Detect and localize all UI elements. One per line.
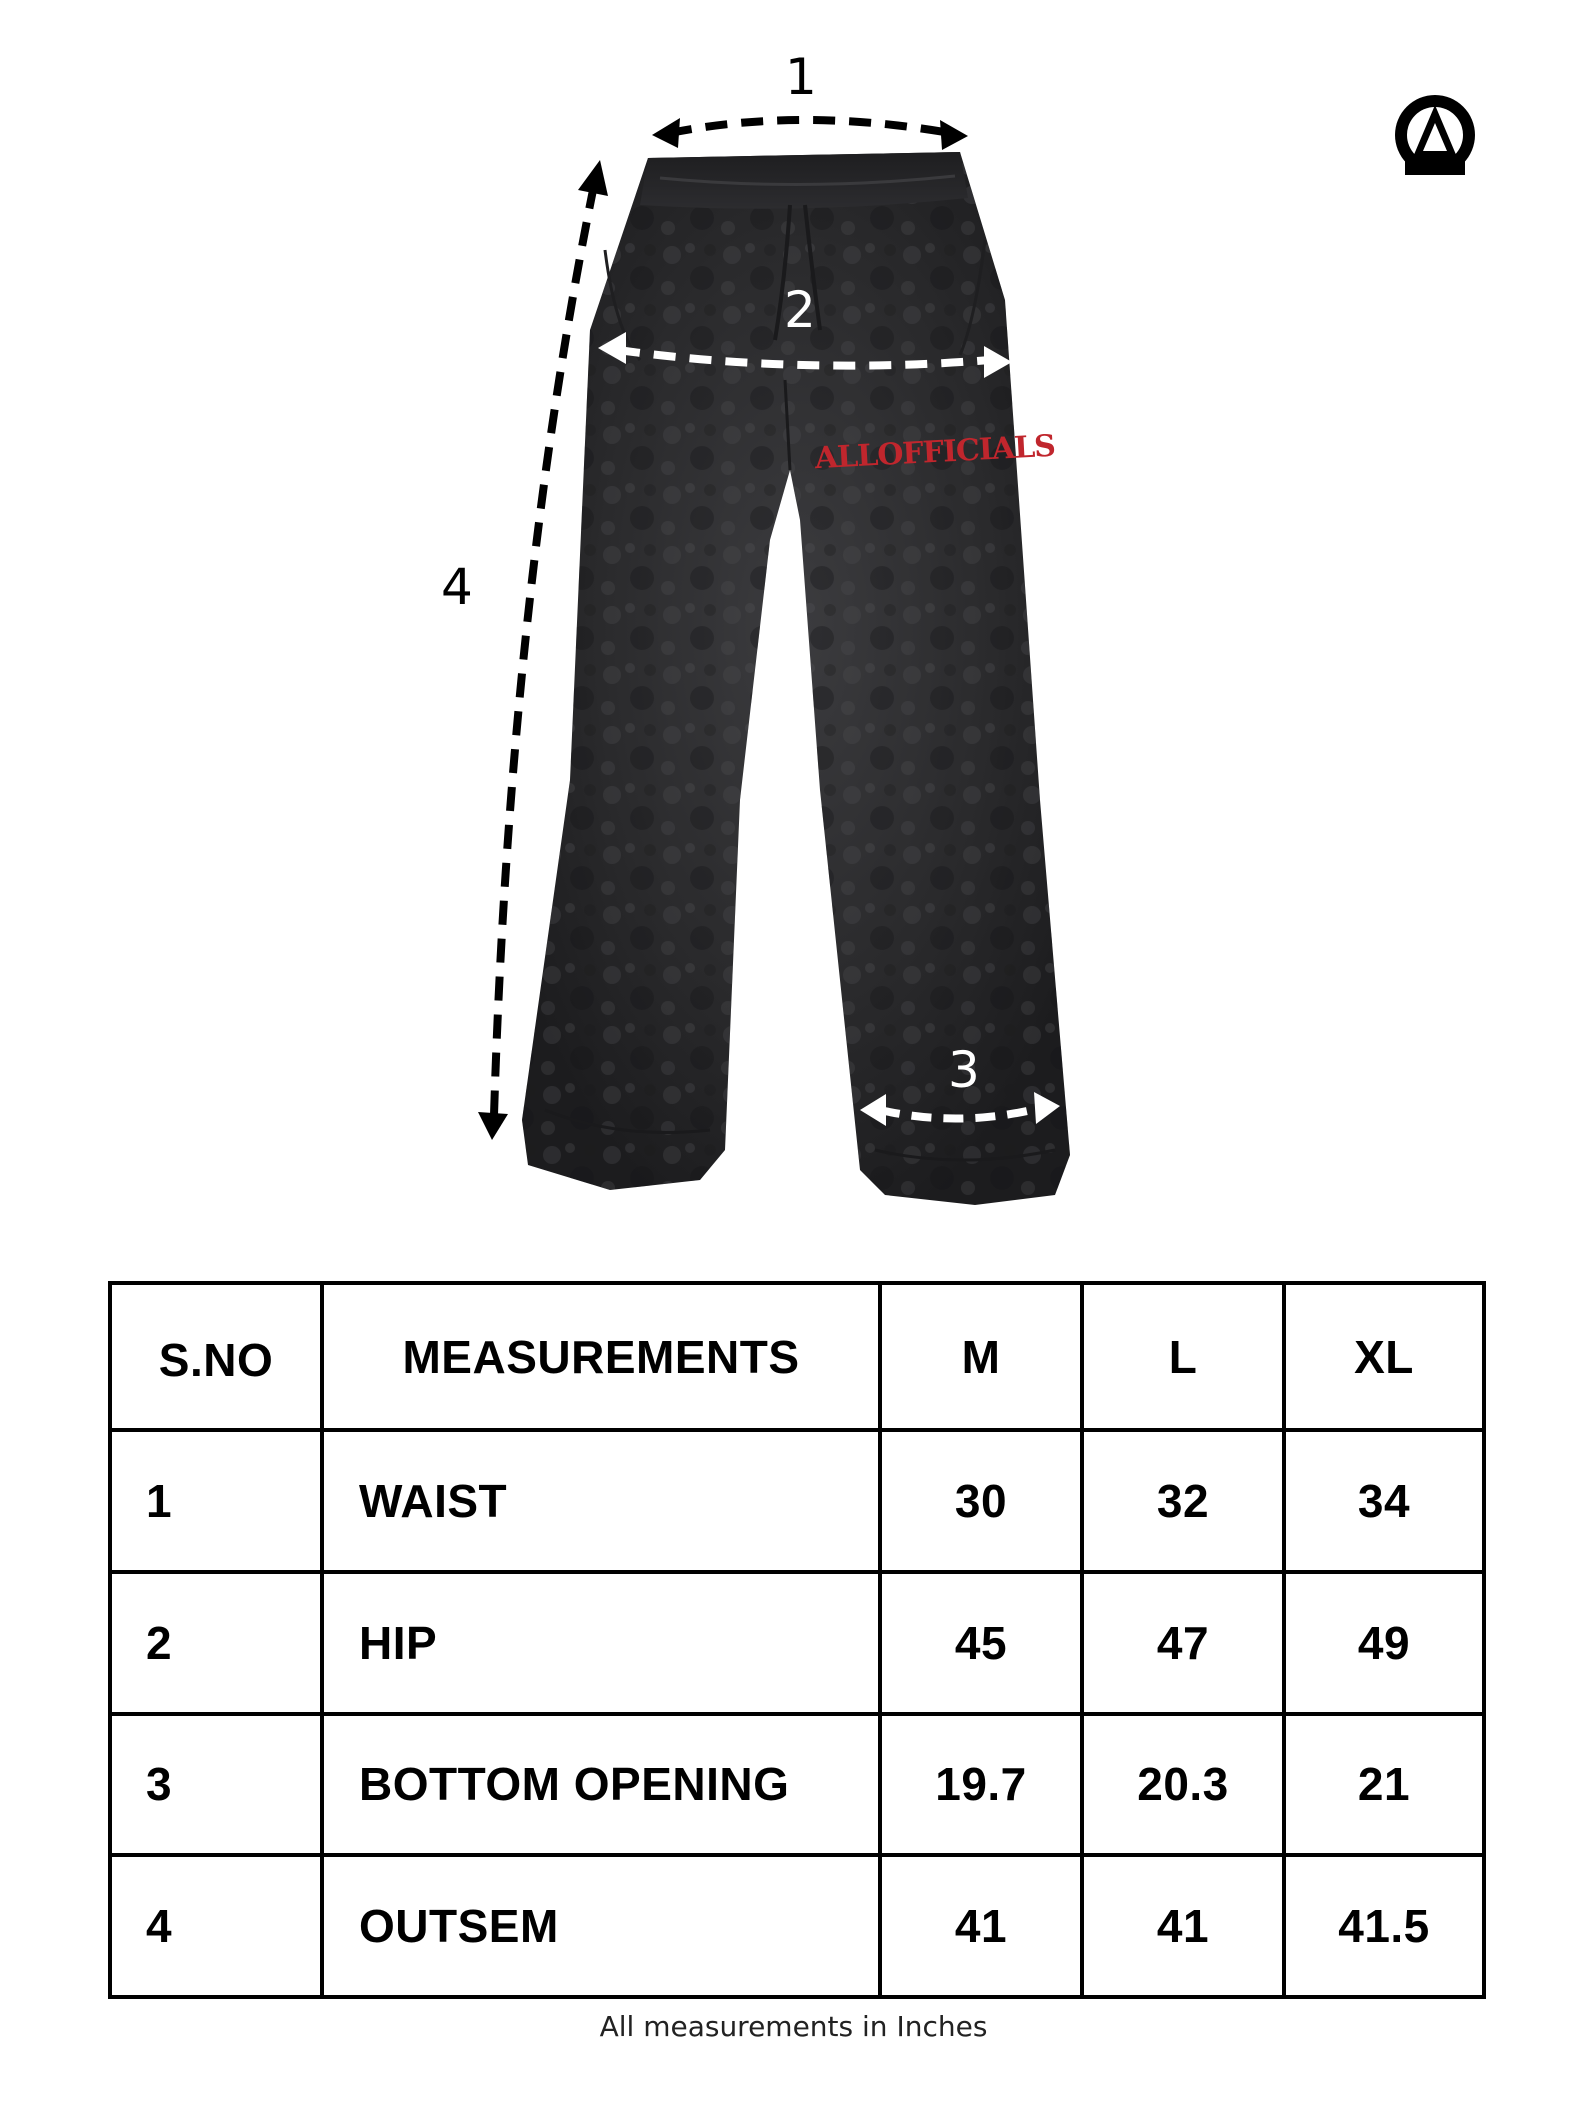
marker-1: 1 — [785, 48, 817, 106]
row-sno: 3 — [110, 1714, 322, 1856]
table-row — [110, 1855, 1484, 1997]
header-sno: S.NO — [110, 1283, 322, 1430]
row-value-l: 41 — [1082, 1855, 1284, 1997]
row-value-l: 32 — [1082, 1430, 1284, 1572]
header-measurements: MEASUREMENTS — [322, 1283, 880, 1430]
row-value-m: 19.7 — [880, 1714, 1082, 1856]
row-value-m: 45 — [880, 1572, 1082, 1714]
triangle-monogram-icon — [1395, 95, 1475, 175]
row-value-xl: 49 — [1284, 1572, 1484, 1714]
table-row — [110, 1572, 1484, 1714]
table-header-row — [110, 1283, 1484, 1430]
table-row — [110, 1714, 1484, 1856]
header-size-xl: XL — [1284, 1283, 1484, 1430]
waist-arrow — [652, 118, 968, 150]
table-row — [110, 1430, 1484, 1572]
row-sno: 2 — [110, 1572, 322, 1714]
header-size-l: L — [1082, 1283, 1284, 1430]
size-chart-table — [108, 1281, 1486, 1999]
row-value-xl: 41.5 — [1284, 1855, 1484, 1997]
row-value-m: 41 — [880, 1855, 1082, 1997]
row-measurement: BOTTOM OPENING — [322, 1714, 880, 1856]
row-value-xl: 21 — [1284, 1714, 1484, 1856]
measurement-unit-note: All measurements in Inches — [599, 2010, 988, 2043]
marker-4: 4 — [441, 558, 473, 616]
row-sno: 4 — [110, 1855, 322, 1997]
row-measurement: HIP — [322, 1572, 880, 1714]
garment-print-text: ALLOFFICIALS — [814, 428, 1056, 477]
row-measurement: WAIST — [322, 1430, 880, 1572]
marker-2: 2 — [784, 281, 816, 339]
marker-3: 3 — [948, 1041, 980, 1099]
row-value-l: 20.3 — [1082, 1714, 1284, 1856]
row-sno: 1 — [110, 1430, 322, 1572]
row-value-m: 30 — [880, 1430, 1082, 1572]
row-value-l: 47 — [1082, 1572, 1284, 1714]
row-value-xl: 34 — [1284, 1430, 1484, 1572]
row-measurement: OUTSEM — [322, 1855, 880, 1997]
header-size-m: M — [880, 1283, 1082, 1430]
